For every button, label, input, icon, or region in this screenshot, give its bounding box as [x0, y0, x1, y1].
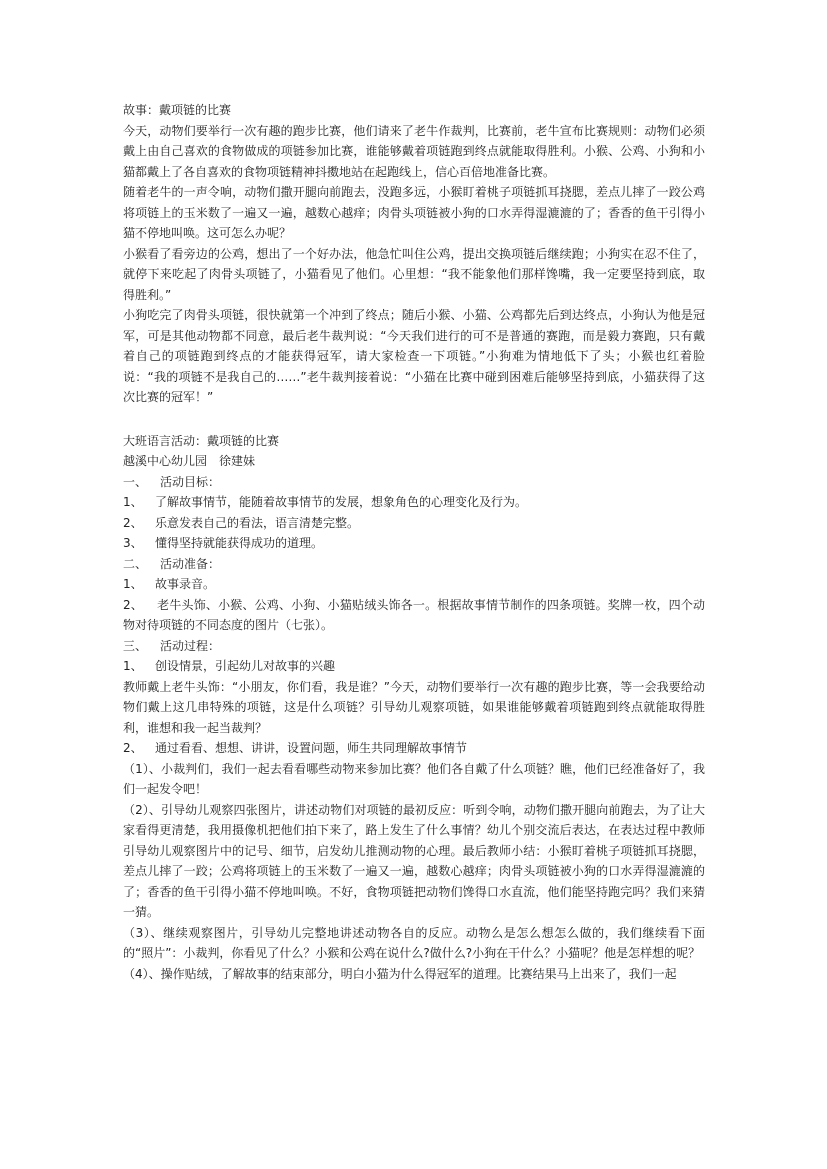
- goal-item: [123, 533, 705, 554]
- lesson-author: 越溪中心幼儿园 徐建妹: [123, 454, 256, 468]
- document-page: [123, 100, 705, 984]
- item-number: 2、: [123, 597, 143, 612]
- item-number: 2、: [123, 741, 143, 755]
- sub-step-1: （1）、小裁判们，我们一起去看看哪些动物来参加比赛？他们各自戴了什么项链？瞧，他们已经准备好了，我们一起发令吧！: [123, 761, 705, 796]
- section-number: 三、: [123, 638, 148, 653]
- story-title: 故事：戴项链的比赛: [123, 103, 232, 117]
- section-title: 活动过程：: [160, 638, 221, 653]
- sub-step-2: （2）、引导幼儿观察四张图片，讲述动物们对项链的最初反应：听到令响，动物们撒开腿向前跑去，为了让大家看得更清楚，我用摄像机把他们拍下来了，路上发生了什么事情？幼儿个别交流后表达，在表达过程中教师引导幼儿观察图片中的记号、细节，启发幼儿推测动物的心理。最后教师小结：小猴盯着桃子项链抓耳挠腮，差点儿摔了一跤；公鸡将项链上的玉米数了一遍又一遍，越数心越痒；肉骨头项链被小狗的口水弄得湿漉漉的了；香香的鱼干引得小猫不停地叫唤。不好，食物项链把动物们馋得口水直流，他们能坚持跑完吗？我们来猜一猜。: [123, 802, 705, 919]
- item-number: 1、: [123, 659, 143, 673]
- section-number: 二、: [123, 556, 148, 571]
- prep-item-wrapped: [123, 595, 705, 636]
- goal-item: [123, 492, 705, 513]
- item-text: 懂得坚持就能获得成功的道理。: [155, 536, 324, 550]
- sub-step-4: （4）、操作贴绒，了解故事的结束部分，明白小猫为什么得冠军的道理。比赛结果马上出来了，我们一起: [123, 966, 677, 981]
- story-paragraph-4: 小狗吃完了肉骨头项链，很快就第一个冲到了终点；随后小猴、小猫、公鸡都先后到达终点，小狗认为他是冠军，可是其他动物都不同意，最后老牛裁判说：“今天我们进行的可不是普通的赛跑，而是毅力赛跑，只有戴着自己的项链跑到终点的才能获得冠军，请大家检查一下项链。”小狗难为情地低下了头；小猴也红着脸说：“我的项链不是我自己的……”老牛裁判接着说：“小猫在比赛中碰到困难后能够坚持到底，小猫获得了这次比赛的冠军！”: [123, 308, 705, 404]
- story-paragraph-2: 随着老牛的一声令响，动物们撒开腿向前跑去，没跑多远，小猴盯着桃子项链抓耳挠腮，差点儿摔了一跤公鸡将项链上的玉米数了一遍又一遍，越数心越痒；肉骨头项链被小狗的口水弄得湿漉漉的了；香香的鱼干引得小猫不停地叫唤。这可怎么办呢？: [123, 185, 705, 240]
- item-number: 1、: [123, 495, 143, 509]
- lesson-title: 大班语言活动：戴项链的比赛: [123, 433, 280, 448]
- section-number: 一、: [123, 474, 148, 489]
- prep-item: [123, 574, 705, 595]
- section-spacer: [123, 408, 705, 431]
- process-step: [123, 656, 705, 677]
- item-number: 1、: [123, 577, 143, 591]
- item-text: 老牛头饰、小猴、公鸡、小狗、小猫贴绒头饰各一。根据故事情节制作的四条项链。奖牌一枚，四个动物对待项链的不同态度的图片（七张）。: [123, 597, 705, 632]
- section-heading-prep: [123, 554, 705, 575]
- item-text: 了解故事情节，能随着故事情节的发展，想象角色的心理变化及行为。: [155, 495, 528, 509]
- item-text: 创设情景，引起幼儿对故事的兴趣: [155, 659, 336, 673]
- section-heading-process: [123, 636, 705, 657]
- section-title: 活动目标：: [160, 474, 221, 489]
- story-paragraph-3: 小猴看了看旁边的公鸡，想出了一个好办法，他急忙叫住公鸡，提出交换项链后继续跑；小狗实在忍不住了，就停下来吃起了肉骨头项链了，小猫看见了他们。心里想：“我不能象他们那样馋嘴，我一定要坚持到底，取得胜利。”: [123, 246, 705, 302]
- process-step: [123, 738, 705, 759]
- item-number: 3、: [123, 536, 143, 550]
- goal-item: [123, 513, 705, 534]
- section-heading-goals: [123, 472, 705, 493]
- sub-step-3: （3）、继续观察图片，引导幼儿完整地讲述动物各自的反应。动物么是怎么想怎么做的，我们继续看下面的“照片”：小裁判，你看见了什么？小猴和公鸡在说什么?做什么?小狗在干什么？小猫呢？他是怎样想的呢？: [123, 925, 705, 960]
- item-number: 2、: [123, 515, 143, 530]
- story-paragraph-1: 今天，动物们要举行一次有趣的跑步比赛，他们请来了老牛作裁判，比赛前，老牛宣布比赛规则：动物们必须戴上由自己喜欢的食物做成的项链参加比赛，谁能够戴着项链跑到终点就能取得胜利。小猴、公鸡、小狗和小猫都戴上了各自喜欢的食物项链精神抖擞地站在起跑线上，信心百倍地准备比赛。: [123, 123, 705, 179]
- item-text: 乐意发表自己的看法，语言清楚完整。: [155, 515, 360, 530]
- item-text: 通过看看、想想、讲讲，设置问题，师生共同理解故事情节: [155, 741, 468, 755]
- process-step-body: 教师戴上老牛头饰：“小朋友，你们看，我是谁？”今天，动物们要举行一次有趣的跑步比赛，等一会我要给动物们戴上这几串特殊的项链，这是什么项链？引导幼儿观察项链，如果谁能够戴着项链跑到终点就能取得胜利，谁想和我一起当裁判？: [123, 679, 705, 735]
- item-text: 故事录音。: [155, 577, 216, 591]
- section-title: 活动准备：: [160, 556, 221, 571]
